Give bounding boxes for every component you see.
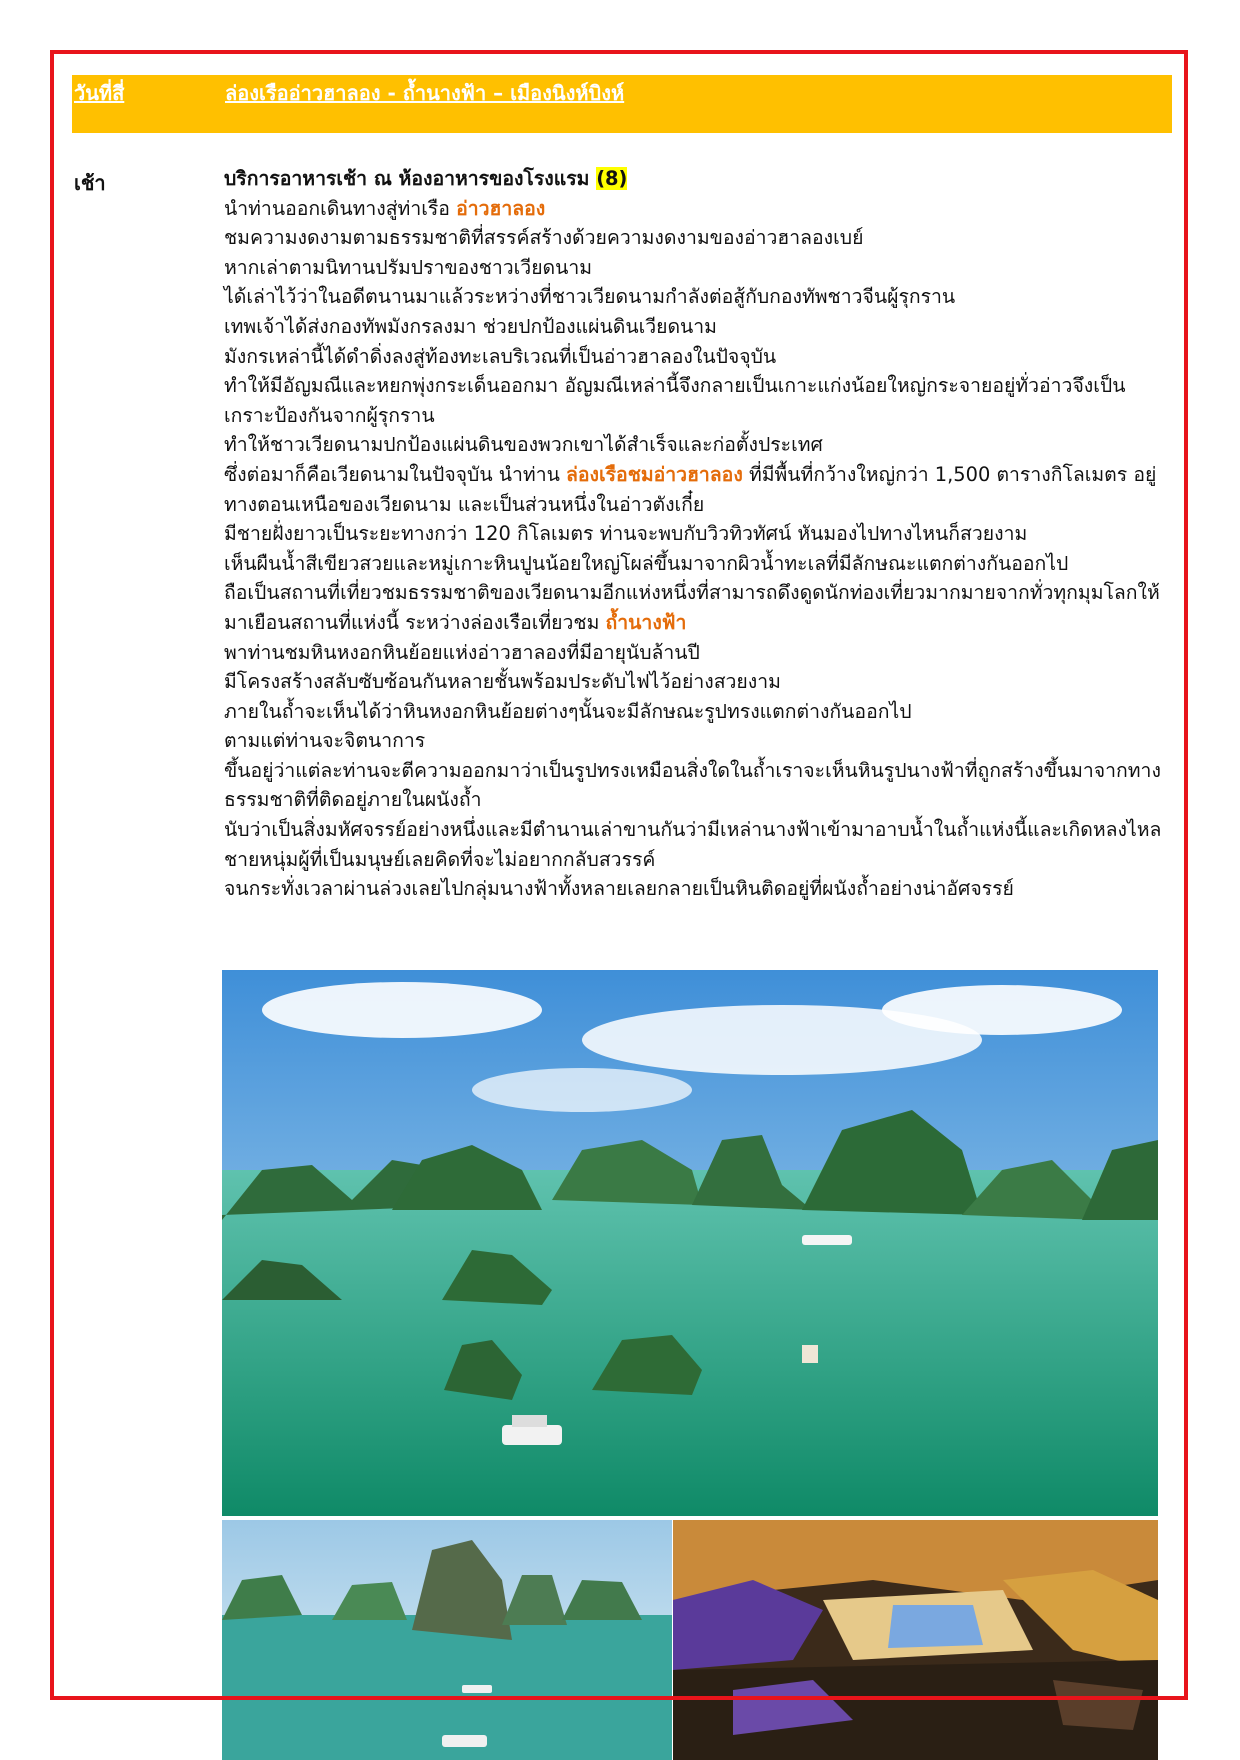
text: ซึ่งต่อมาก็คือเวียดนามในปัจจุบัน นำท่าน [224, 462, 567, 486]
itinerary-body [224, 164, 1164, 904]
paragraph: ตามแต่ท่านจะจิตนาการ [224, 729, 426, 753]
paragraph: ภายในถ้ำจะเห็นได้ว่าหินหงอกหินย้อยต่างๆนั้นจะมีลักษณะรูปทรงแตกต่างกันออกไป [224, 699, 912, 723]
paragraph: เห็นผืนน้ำสีเขียวสวยและหมู่เกาะหินปูนน้อยใหญ่โผล่ขึ้นมาจากผิวน้ำทะเลที่มีลักษณะแตกต่างกันออกไป [224, 551, 1069, 575]
breakfast-line [224, 164, 1164, 194]
halong-bay-photo [222, 970, 1158, 1516]
paragraph: ชมความงดงามตามธรรมชาติที่สรรค์สร้างด้วยความงดงามของอ่าวฮาลองเบย์ [224, 226, 864, 250]
paragraph: ทำให้ชาวเวียดนามปกป้องแผ่นดินของพวกเขาได้สำเร็จและก่อตั้งประเทศ [224, 433, 823, 457]
paragraph [224, 460, 1164, 519]
text: นำท่านออกเดินทางสู่ท่าเรือ [224, 196, 457, 220]
day-title: ล่องเรืออ่าวฮาลอง - ถ้ำนางฟ้า – เมืองนิงห์บิงห์ [225, 81, 625, 105]
paragraph: มีชายฝั่งยาวเป็นระยะทางกว่า 120 กิโลเมตร ท่านจะพบกับวิวทิวทัศน์ หันมองไปทางไหนก็สวยงาม [224, 522, 1028, 546]
day-header-bar [72, 75, 1172, 133]
text: ที่มีพื้นที่กว้างใหญ่กว่า 1,500 ตารางกิโลเมตร อยู่ทางตอนเหนือของเวียดนาม และเป็นส่วนหนึ่งในอ่าวตังเกี๋ย [224, 462, 1157, 516]
time-label-morning: เช้า [74, 171, 106, 195]
text: ถือเป็นสถานที่เที่ยวชมธรรมชาติของเวียดนามอีกแห่งหนึ่งที่สามารถดึงดูดนักท่องเที่ยวมากมายจากทั่วทุกมุมโลกให้มาเยือนสถานที่แห่งนี้ ระหว่างล่องเรือเที่ยวชม [224, 581, 1160, 634]
activity-cruise: ล่องเรือชมอ่าวฮาลอง [566, 462, 743, 486]
place-halong-bay: อ่าวฮาลอง [456, 196, 546, 220]
day-label: วันที่สี่ [74, 81, 125, 105]
paragraph: หากเล่าตามนิทานปรัมปราของชาวเวียดนาม [224, 255, 593, 279]
paragraph: ขึ้นอยู่ว่าแต่ละท่านจะตีความออกมาว่าเป็นรูปทรงเหมือนสิ่งใดในถ้ำเราจะเห็นหินรูปนางฟ้าที่ถูกสร้างขึ้นมาจากทางธรรมชาติที่ติดอยู่ภายในผนังถ้ำ [224, 758, 1161, 812]
paragraph: เทพเจ้าได้ส่งกองทัพมังกรลงมา ช่วยปกป้องแผ่นดินเวียดนาม [224, 314, 717, 338]
paragraph: จนกระทั่งเวลาผ่านล่วงเลยไปกลุ่มนางฟ้าทั้งหลายเลยกลายเป็นหินติดอยู่ที่ผนังถ้ำอย่างน่าอัศจรรย์ [224, 877, 1014, 901]
paragraph [224, 578, 1164, 637]
paragraph: นับว่าเป็นสิ่งมหัศจรรย์อย่างหนึ่งและมีตำนานเล่าขานกันว่ามีเหล่านางฟ้าเข้ามาอาบน้ำในถ้ำแห่งนี้และเกิดหลงไหลชายหนุ่มผู้ที่เป็นมนุษย์เลยคิดที่จะไม่อยากกลับสวรรค์ [224, 818, 1162, 871]
place-fairy-cave: ถ้ำนางฟ้า [605, 610, 687, 634]
breakfast-text: บริการอาหารเช้า ณ ห้องอาหารของโรงแรม [224, 167, 597, 190]
paragraph: ได้เล่าไว้ว่าในอดีตนานมาแล้วระหว่างที่ชาวเวียดนามกำลังต่อสู้กับกองทัพชาวจีนผู้รุกราน [224, 285, 956, 309]
karst-islands-photo [222, 1520, 672, 1760]
paragraph: มังกรเหล่านี้ได้ดำดิ่งลงสู่ท้องทะเลบริเวณที่เป็นอ่าวฮาลองในปัจจุบัน [224, 344, 777, 368]
paragraph: ทำให้มีอัญมณีและหยกพุ่งกระเด็นออกมา อัญมณีเหล่านี้จึงกลายเป็นเกาะแก่งน้อยใหญ่กระจายอยู่ทั่วอ่าวจึงเป็นเกราะป้องกันจากผู้รุกราน [224, 374, 1126, 427]
meal-badge: (8) [596, 167, 628, 190]
paragraph: มีโครงสร้างสลับซับซ้อนกันหลายชั้นพร้อมประดับไฟไว้อย่างสวยงาม [224, 670, 781, 694]
paragraph [224, 194, 1164, 224]
paragraph: พาท่านชมหินหงอกหินย้อยแห่งอ่าวฮาลองที่มีอายุนับล้านปี [224, 640, 700, 664]
fairy-cave-photo [673, 1520, 1158, 1760]
